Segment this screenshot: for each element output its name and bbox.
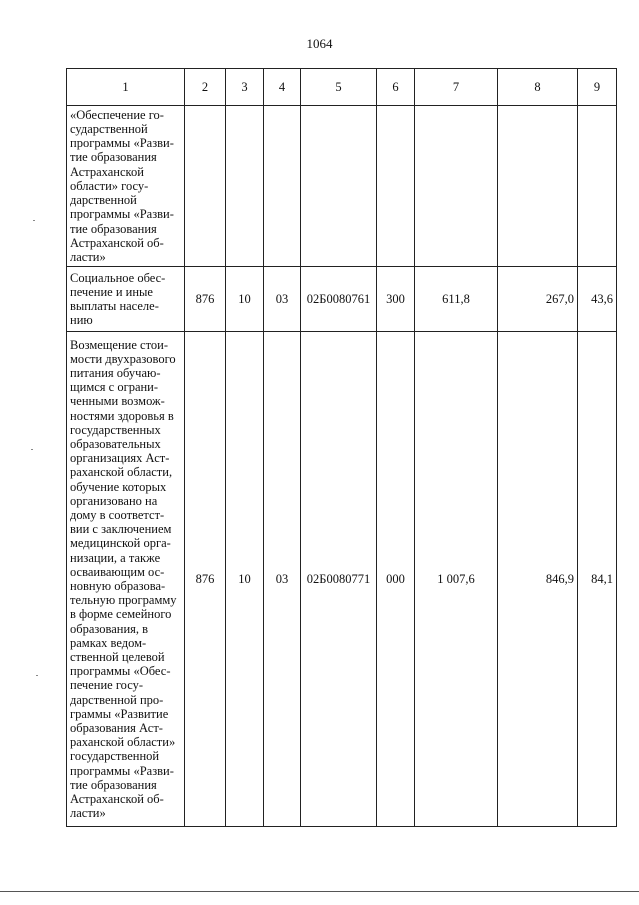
- page-number: 1064: [306, 36, 333, 51]
- scan-speck: [36, 675, 38, 676]
- cell-c3: 10: [226, 267, 264, 332]
- scan-speck: [33, 220, 35, 221]
- cell-c4: [264, 106, 301, 267]
- cell-c5: 02Б0080771: [301, 332, 377, 827]
- cell-c2: 876: [185, 267, 226, 332]
- cell-c8: 846,9: [498, 332, 578, 827]
- row-description: «Обеспечение го- сударственной программы «Разви- тие образования Астраханской области» госу- дарственной программы «Разви- тие образования Астраханской об- ласти»: [67, 106, 185, 267]
- cell-c9: 43,6: [578, 267, 617, 332]
- column-header: 3: [226, 69, 264, 106]
- table-row: [67, 332, 617, 827]
- cell-c9: 84,1: [578, 332, 617, 827]
- cell-c2: 876: [185, 332, 226, 827]
- page-bottom-rule: [0, 891, 639, 892]
- column-header: 4: [264, 69, 301, 106]
- column-header: 9: [578, 69, 617, 106]
- cell-c7: 611,8: [415, 267, 498, 332]
- cell-c6: 300: [377, 267, 415, 332]
- cell-c3: [226, 106, 264, 267]
- cell-c6: 000: [377, 332, 415, 827]
- column-header: 8: [498, 69, 578, 106]
- cell-c6: [377, 106, 415, 267]
- column-header: 1: [67, 69, 185, 106]
- cell-c2: [185, 106, 226, 267]
- cell-c8: [498, 106, 578, 267]
- cell-c4: 03: [264, 332, 301, 827]
- scan-speck: [31, 449, 33, 450]
- budget-table: [66, 68, 617, 827]
- table-header-row: [67, 69, 617, 106]
- cell-c9: [578, 106, 617, 267]
- cell-c5: 02Б0080761: [301, 267, 377, 332]
- cell-c7: [415, 106, 498, 267]
- cell-c4: 03: [264, 267, 301, 332]
- cell-c3: 10: [226, 332, 264, 827]
- table-row: [67, 106, 617, 267]
- cell-c8: 267,0: [498, 267, 578, 332]
- column-header: 6: [377, 69, 415, 106]
- table-row: [67, 267, 617, 332]
- cell-c5: [301, 106, 377, 267]
- cell-c7: 1 007,6: [415, 332, 498, 827]
- row-description: Социальное обес- печение и иные выплаты населе- нию: [67, 267, 185, 332]
- column-header: 7: [415, 69, 498, 106]
- column-header: 2: [185, 69, 226, 106]
- column-header: 5: [301, 69, 377, 106]
- row-description: Возмещение стои- мости двухразового питания обучаю- щимся с ограни- ченными возмож- ностями здоровья в государственных образовательных организациях Аст- раханской области, обучение которых организовано на дому в соответст- вии с заключением медицинской орга- низации, а также осваивающим ос- новную образова- тельную программу в форме семейного образования, в рамках ведом- ственной целевой программы «Обес- печение госу- дарственной про- граммы «Развитие образования Аст- раханской области» государственной программы «Разви- тие образования Астраханской об- ласти»: [67, 332, 185, 827]
